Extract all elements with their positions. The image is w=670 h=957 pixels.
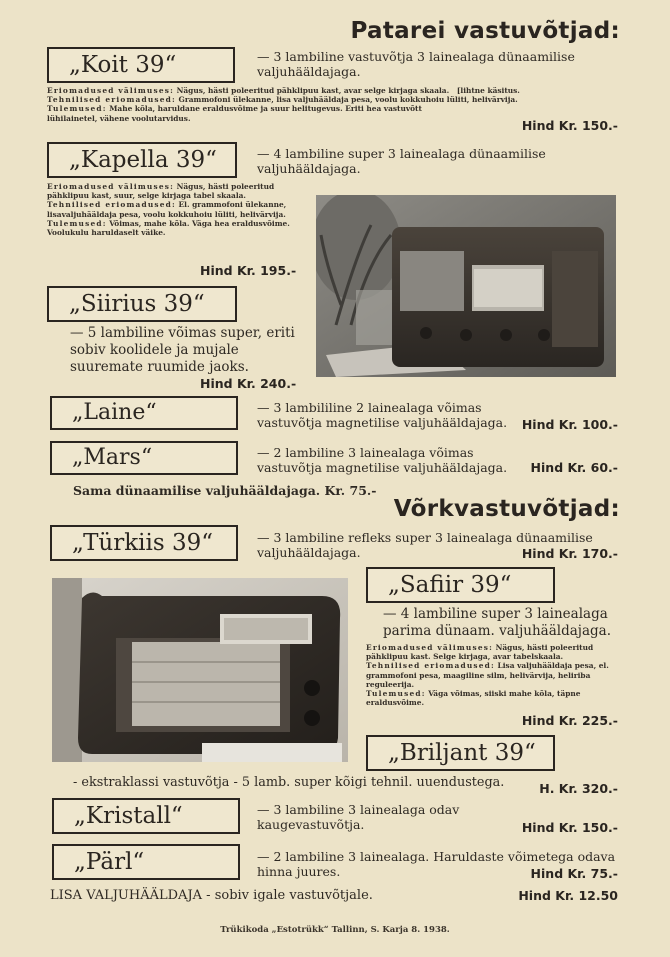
model-desc-briljant: - ekstraklassi vastuvõtja - 5 lamb. super kõigi tehnil. uuendustega. [73, 775, 505, 790]
radio-illustration [316, 195, 616, 377]
koit-tech: Grammofoni ülekanne, lisa valjuhääldaja pesa, voolu kokkuhoiu lüliti, helivärvija. [178, 95, 518, 105]
price-siirius: Hind Kr. 240.- [200, 376, 297, 391]
kapella-special-label: Eriomadused välimuses: [47, 182, 175, 191]
model-name-briljant: „Briljant 39“ [366, 735, 555, 771]
safiir-results: Väga võimas, siiski mahe kõla, täpne eraldusvõime. [366, 689, 581, 708]
price-mars: Hind Kr. 60.- [530, 460, 618, 475]
extra-speaker-price: Hind Kr. 12.50 [518, 888, 618, 903]
model-desc-safiir: — 4 lambiline super 3 lainealaga parima dünaam. valjuhääldajaga. [383, 606, 612, 639]
price-laine: Hind Kr. 100.- [521, 417, 618, 432]
model-desc-turkiis: — 3 lambiline refleks super 3 lainealaga dünaamilise valjuhääldajaga. [257, 530, 593, 560]
price-safiir: Hind Kr. 225.- [521, 713, 618, 728]
safiir-details [366, 643, 620, 707]
price-turkiis: Hind Kr. 170.- [521, 546, 618, 561]
mains-section-title: Võrkvastuvõtjad: [393, 496, 620, 522]
koit-tech-label: Tehnilised eriomadused: [47, 95, 176, 105]
koit-simple: [lihtne käsitus. [456, 86, 520, 95]
mars-dynamic-option: Sama dünaamilise valjuhääldajaga. Kr. 75.- [73, 483, 377, 498]
model-name-kapella: „Kapella 39“ [47, 142, 237, 178]
price-briljant: H. Kr. 320.- [539, 781, 618, 796]
price-kapella: Hind Kr. 195.- [200, 263, 297, 278]
model-name-mars: „Mars“ [50, 441, 238, 475]
koit-results: Mahe kõla, haruldane eraldusvõime ja suur helitugevus. Eriti hea vastuvõtt lühilainetel, vähene voolutarvidus. [47, 104, 422, 123]
radio-illustration-2 [52, 578, 348, 762]
model-name-parl: „Pärl“ [52, 844, 240, 880]
koit-results-label: Tulemused: [47, 104, 107, 114]
price-koit: Hind Kr. 150.- [521, 118, 618, 133]
safiir-tech-label: Tehnilised eriomadused: [366, 661, 495, 671]
battery-section-title: Patarei vastuvõtjad: [350, 18, 620, 44]
model-name-kristall: „Kristall“ [52, 798, 240, 834]
safiir-tech: Lisa valjuhääldaja pesa, el. grammofoni pesa, maagiline silm, helivärvija, heliriba reguleerija. [366, 661, 609, 689]
printer-footer: Trükikoda „Estotrükk“ Tallinn, S. Karja 8. 1938. [220, 925, 450, 935]
kapella-results: Võimas, mahe kõla. Väga hea eraldusvõime. Voolukulu haruldaselt väike. [47, 218, 290, 238]
safiir-special: Nägus, hästi poleeritud pähklipuu kast. Selge kirjaga, avar tabelskaala. [366, 643, 594, 662]
model-name-safiir: „Safiir 39“ [366, 567, 555, 603]
model-desc-kapella: — 4 lambiline super 3 lainealaga dünaamilise valjuhääldajaga. [257, 146, 546, 176]
kapella-tech: El. grammofoni ülekanne, lisavaljuhääldaja pesa, voolu kokkuhoiu lüliti, helivärvija. [47, 200, 287, 219]
safiir-results-label: Tulemused: [366, 689, 426, 699]
model-name-siirius: „Siirius 39“ [47, 286, 237, 322]
model-name-turkiis: „Türkiis 39“ [50, 525, 238, 561]
model-desc-koit: — 3 lambiline vastuvõtja 3 lainealaga dünaamilise valjuhääldajaga. [257, 49, 575, 79]
model-name-laine: „Laine“ [50, 396, 238, 430]
kapella-details [47, 182, 302, 237]
model-desc-kristall: — 3 lambiline 3 lainealaga odav kaugevastuvõtja. [257, 802, 460, 832]
kapella-results-label: Tulemused: [47, 218, 107, 228]
model-desc-mars: — 2 lambiline 3 lainealaga võimas vastuvõtja magnetilise valjuhääldajaga. [257, 445, 508, 475]
koit-special-label: Eriomadused välimuses: [47, 86, 175, 95]
model-desc-parl: — 2 lambiline 3 lainealaga. Haruldaste võimetega odava hinna juures. [257, 849, 616, 879]
price-kristall: Hind Kr. 150.- [521, 820, 618, 835]
extra-speaker-label: LISA VALJUHÄÄLDAJA - sobiv igale vastuvõtjale. [50, 888, 373, 903]
radio-photo-turkiis [52, 578, 348, 762]
model-desc-laine: — 3 lambililine 2 lainealaga võimas vastuvõtja magnetilise valjuhääldajaga. [257, 400, 508, 430]
kapella-tech-label: Tehnilised eriomadused: [47, 200, 176, 210]
price-parl: Hind Kr. 75.- [530, 866, 618, 881]
model-desc-siirius: — 5 lambiline võimas super, eriti sobiv koolidele ja mujale suuremate ruumide jaoks. [70, 325, 295, 375]
model-name-koit: „Koit 39“ [47, 47, 235, 83]
koit-special: Nägus, hästi poleeritud pähklipuu kast, avar selge kirjaga skaala. [176, 86, 450, 95]
kapella-special: Nägus, hästi poleeritud pähklipuu kast, suur, selge kirjaga tabel skaala. [47, 182, 275, 201]
safiir-special-label: Eriomadused välimuses: [366, 643, 494, 652]
radio-photo-kapella [316, 195, 616, 377]
